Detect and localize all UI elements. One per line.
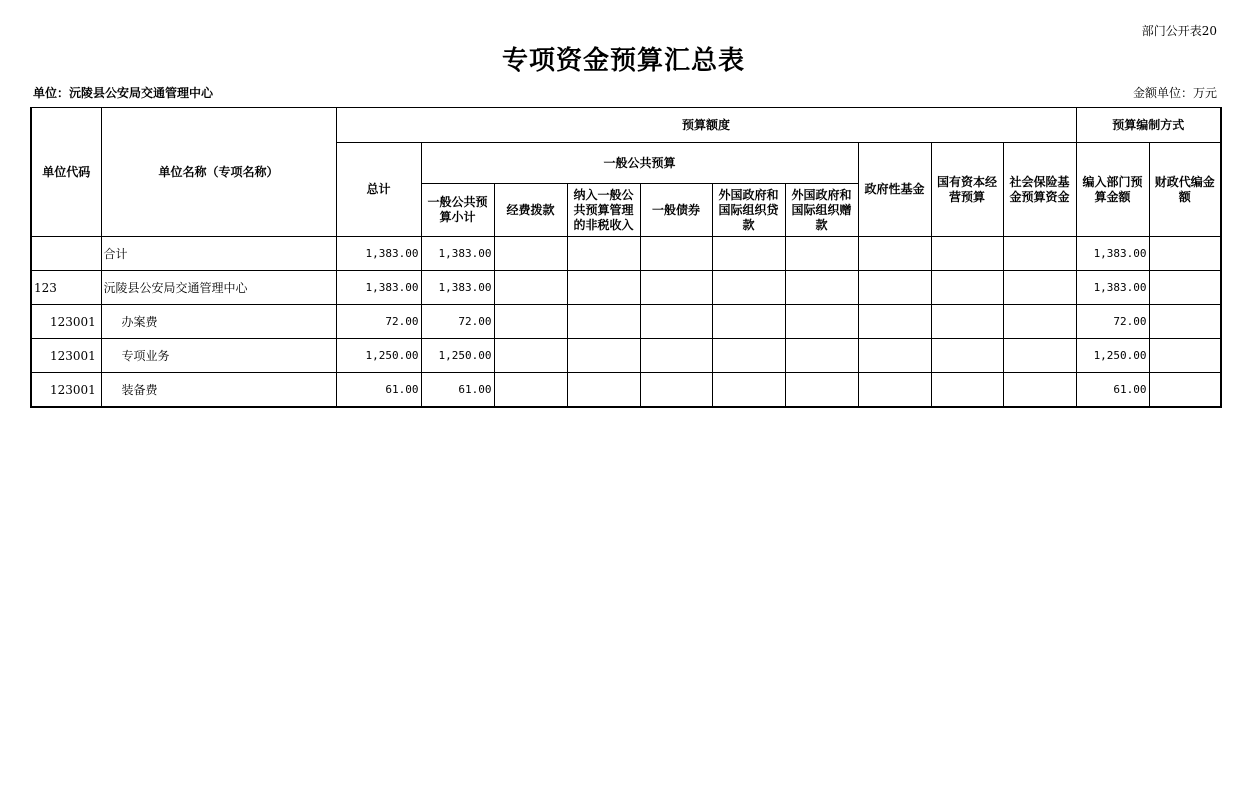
cell-subtotal: 1,250.00: [421, 339, 494, 373]
cell-gov-fund: [858, 339, 931, 373]
cell-social-insurance: [1003, 237, 1076, 271]
cell-dept-amount: 1,383.00: [1076, 237, 1149, 271]
table-row: [31, 373, 1221, 408]
cell-total: 72.00: [336, 305, 421, 339]
cell-finance-amount: [1149, 339, 1221, 373]
header-total: 总计: [336, 143, 421, 237]
cell-total: 1,383.00: [336, 271, 421, 305]
header-foreign-grants: 外国政府和国际组织赠款: [785, 184, 858, 237]
cell-state-capital: [931, 339, 1003, 373]
header-nontax: 纳入一般公共预算管理的非税收入: [567, 184, 640, 237]
cell-bonds: [640, 305, 712, 339]
cell-bonds: [640, 237, 712, 271]
cell-foreign-loans: [712, 339, 785, 373]
header-finance-amount: 财政代编金额: [1149, 143, 1221, 237]
table-row: [31, 237, 1221, 271]
cell-foreign-loans: [712, 305, 785, 339]
cell-gov-fund: [858, 237, 931, 271]
cell-nontax: [567, 271, 640, 305]
cell-bonds: [640, 339, 712, 373]
cell-dept-amount: 72.00: [1076, 305, 1149, 339]
cell-unit-name: 办案费: [101, 305, 336, 339]
cell-total: 1,383.00: [336, 237, 421, 271]
cell-finance-amount: [1149, 305, 1221, 339]
cell-unit-name: 专项业务: [101, 339, 336, 373]
cell-social-insurance: [1003, 305, 1076, 339]
cell-subtotal: 1,383.00: [421, 271, 494, 305]
cell-foreign-grants: [785, 271, 858, 305]
cell-nontax: [567, 339, 640, 373]
cell-finance-amount: [1149, 237, 1221, 271]
cell-state-capital: [931, 305, 1003, 339]
cell-unit-name: 沅陵县公安局交通管理中心: [101, 271, 336, 305]
header-foreign-loans: 外国政府和国际组织贷款: [712, 184, 785, 237]
cell-dept-amount: 1,250.00: [1076, 339, 1149, 373]
page-title: 专项资金预算汇总表: [501, 46, 745, 76]
cell-nontax: [567, 305, 640, 339]
cell-appropriation: [494, 373, 567, 408]
cell-finance-amount: [1149, 373, 1221, 408]
cell-foreign-grants: [785, 339, 858, 373]
cell-foreign-grants: [785, 373, 858, 408]
header-appropriation: 经费拨款: [494, 184, 567, 237]
cell-state-capital: [931, 271, 1003, 305]
cell-social-insurance: [1003, 339, 1076, 373]
form-number: 部门公开表20: [1141, 24, 1217, 38]
cell-dept-amount: 61.00: [1076, 373, 1149, 408]
cell-gov-fund: [858, 305, 931, 339]
cell-bonds: [640, 373, 712, 408]
cell-appropriation: [494, 237, 567, 271]
cell-appropriation: [494, 305, 567, 339]
table-row: [31, 271, 1221, 305]
cell-foreign-loans: [712, 237, 785, 271]
cell-subtotal: 61.00: [421, 373, 494, 408]
cell-finance-amount: [1149, 271, 1221, 305]
cell-state-capital: [931, 237, 1003, 271]
cell-foreign-grants: [785, 237, 858, 271]
header-gov-fund: 政府性基金: [858, 143, 931, 237]
cell-unit-code: 123001: [31, 373, 101, 408]
header-social-insurance: 社会保险基金预算资金: [1003, 143, 1076, 237]
header-method: 预算编制方式: [1076, 108, 1221, 143]
cell-nontax: [567, 237, 640, 271]
table-row: [31, 339, 1221, 373]
amount-unit: 金额单位：万元: [1132, 86, 1217, 100]
cell-bonds: [640, 271, 712, 305]
cell-foreign-loans: [712, 373, 785, 408]
table-row: [31, 305, 1221, 339]
header-bonds: 一般债券: [640, 184, 712, 237]
cell-unit-code: 123001: [31, 305, 101, 339]
header-state-capital: 国有资本经营预算: [931, 143, 1003, 237]
cell-subtotal: 72.00: [421, 305, 494, 339]
header-general-public: 一般公共预算: [421, 143, 858, 184]
cell-unit-name: 装备费: [101, 373, 336, 408]
cell-state-capital: [931, 373, 1003, 408]
cell-social-insurance: [1003, 373, 1076, 408]
cell-unit-code: 123: [31, 271, 101, 305]
cell-gov-fund: [858, 373, 931, 408]
cell-dept-amount: 1,383.00: [1076, 271, 1149, 305]
header-dept-amount: 编入部门预算金额: [1076, 143, 1149, 237]
cell-total: 61.00: [336, 373, 421, 408]
cell-foreign-grants: [785, 305, 858, 339]
header-budget-quota: 预算额度: [336, 108, 1076, 143]
cell-subtotal: 1,383.00: [421, 237, 494, 271]
budget-table: [30, 107, 1222, 408]
cell-appropriation: [494, 271, 567, 305]
cell-total: 1,250.00: [336, 339, 421, 373]
cell-unit-name: 合计: [101, 237, 336, 271]
cell-unit-code: [31, 237, 101, 271]
cell-appropriation: [494, 339, 567, 373]
cell-unit-code: 123001: [31, 339, 101, 373]
header-subtotal: 一般公共预算小计: [421, 184, 494, 237]
header-unit-name: 单位名称（专项名称）: [101, 108, 336, 237]
cell-nontax: [567, 373, 640, 408]
cell-social-insurance: [1003, 271, 1076, 305]
cell-gov-fund: [858, 271, 931, 305]
cell-foreign-loans: [712, 271, 785, 305]
header-unit-code: 单位代码: [31, 108, 101, 237]
unit-label: 单位：沅陵县公安局交通管理中心: [33, 86, 214, 100]
